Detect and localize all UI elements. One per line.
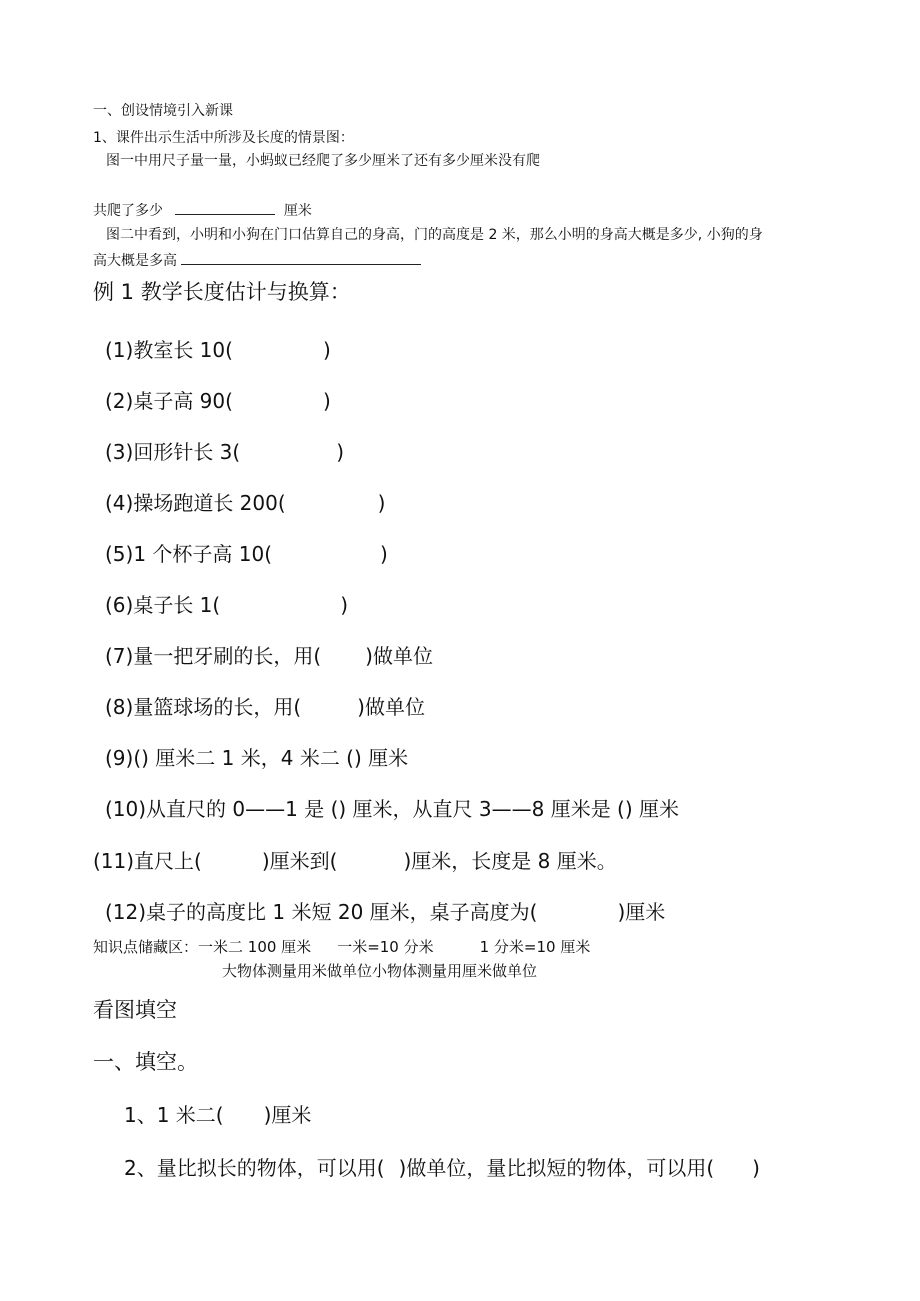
example-item-12 (105, 896, 665, 925)
item-2-suffix: ) (322, 389, 331, 413)
fill-q1-prefix: 1、1 米二( (124, 1103, 224, 1127)
crawl-blank[interactable] (175, 198, 275, 215)
item-5-prefix: (5)1 个杯子高 10( (105, 542, 273, 566)
item-8-prefix: (8)量篮球场的长，用( (105, 695, 302, 719)
example-title: 例 1 教学长度估计与换算： (93, 280, 351, 304)
fill-q2-part-a: 2、量比拟长的物体，可以用( (124, 1156, 385, 1180)
intro-heading: 一、创设情境引入新课 (93, 103, 233, 119)
item-12-prefix: (12)桌子的高度比 1 米短 20 厘米，桌子高度为( (105, 900, 538, 924)
knowledge-line-1 (93, 936, 590, 957)
fill-q2-part-b: )做单位，量比拟短的物体，可以用( (398, 1156, 715, 1180)
fill-question-1 (124, 1099, 311, 1128)
crawl-prefix: 共爬了多少 (93, 203, 163, 219)
crawl-answer-line (93, 198, 312, 220)
item-11-mid: )厘米到( (261, 849, 338, 873)
item-4-suffix: ) (377, 491, 386, 515)
example-item-9: (9)() 厘米二 1 米，4 米二 () 厘米 (105, 746, 409, 770)
item-12-suffix: )厘米 (617, 900, 666, 924)
example-item-1 (105, 334, 331, 363)
picture-2-question-text: 高大概是多高 (93, 253, 177, 269)
example-item-7 (105, 640, 433, 669)
item-1-prefix: (1)教室长 10( (105, 338, 233, 362)
example-item-6 (105, 589, 348, 618)
item-7-suffix: )做单位 (365, 644, 433, 668)
example-item-10: (10)从直尺的 0——1 是 () 厘米，从直尺 3——8 厘米是 () 厘米 (105, 797, 680, 821)
knowledge-fact-3: 1 分米=10 厘米 (479, 938, 591, 956)
knowledge-line-2: 大物体测量用米做单位小物体测量用厘米做单位 (222, 962, 538, 980)
fill-section-title: 看图填空 (93, 998, 177, 1022)
picture-2-question-line-2 (93, 248, 421, 270)
item-2-prefix: (2)桌子高 90( (105, 389, 233, 413)
fill-q2-part-c: ) (752, 1156, 760, 1180)
item-6-prefix: (6)桌子长 1( (105, 593, 221, 617)
knowledge-fact-2: 一米=10 分米 (337, 938, 434, 956)
fill-heading: 一、填空。 (93, 1050, 198, 1074)
item-5-suffix: ) (380, 542, 388, 566)
item-3-prefix: (3)回形针长 3( (105, 440, 241, 464)
knowledge-fact-1: 一米二 100 厘米 (198, 938, 312, 956)
item-1-suffix: ) (322, 338, 331, 362)
example-item-8 (105, 691, 425, 720)
item-6-suffix: ) (340, 593, 349, 617)
example-item-3 (105, 436, 344, 465)
item-3-suffix: ) (336, 440, 345, 464)
example-item-2 (105, 385, 331, 414)
item-7-prefix: (7)量一把牙刷的长，用( (105, 644, 322, 668)
crawl-unit: 厘米 (283, 203, 312, 219)
fill-q1-suffix: )厘米 (263, 1103, 312, 1127)
example-item-4 (105, 487, 385, 516)
item-8-suffix: )做单位 (357, 695, 425, 719)
knowledge-label: 知识点储藏区： (93, 938, 199, 956)
example-item-5 (105, 538, 388, 567)
item-4-prefix: (4)操场跑道长 200( (105, 491, 286, 515)
item-11-prefix: (11)直尺上( (93, 849, 202, 873)
picture-1-question: 图一中用尺子量一量，小蚂蚁已经爬了多少厘米了还有多少厘米没有爬 (106, 153, 540, 169)
intro-item-1: 1、课件出示生活中所涉及长度的情景图： (93, 130, 354, 146)
example-item-11 (93, 845, 617, 874)
height-blank[interactable] (181, 248, 421, 265)
item-11-suffix: )厘米，长度是 8 厘米。 (403, 849, 617, 873)
fill-question-2 (124, 1152, 760, 1181)
picture-2-question-line-1: 图二中看到，小明和小狗在门口估算自己的身高，门的高度是 2 米，那么小明的身高大概是多少, 小狗的身 (106, 227, 763, 243)
